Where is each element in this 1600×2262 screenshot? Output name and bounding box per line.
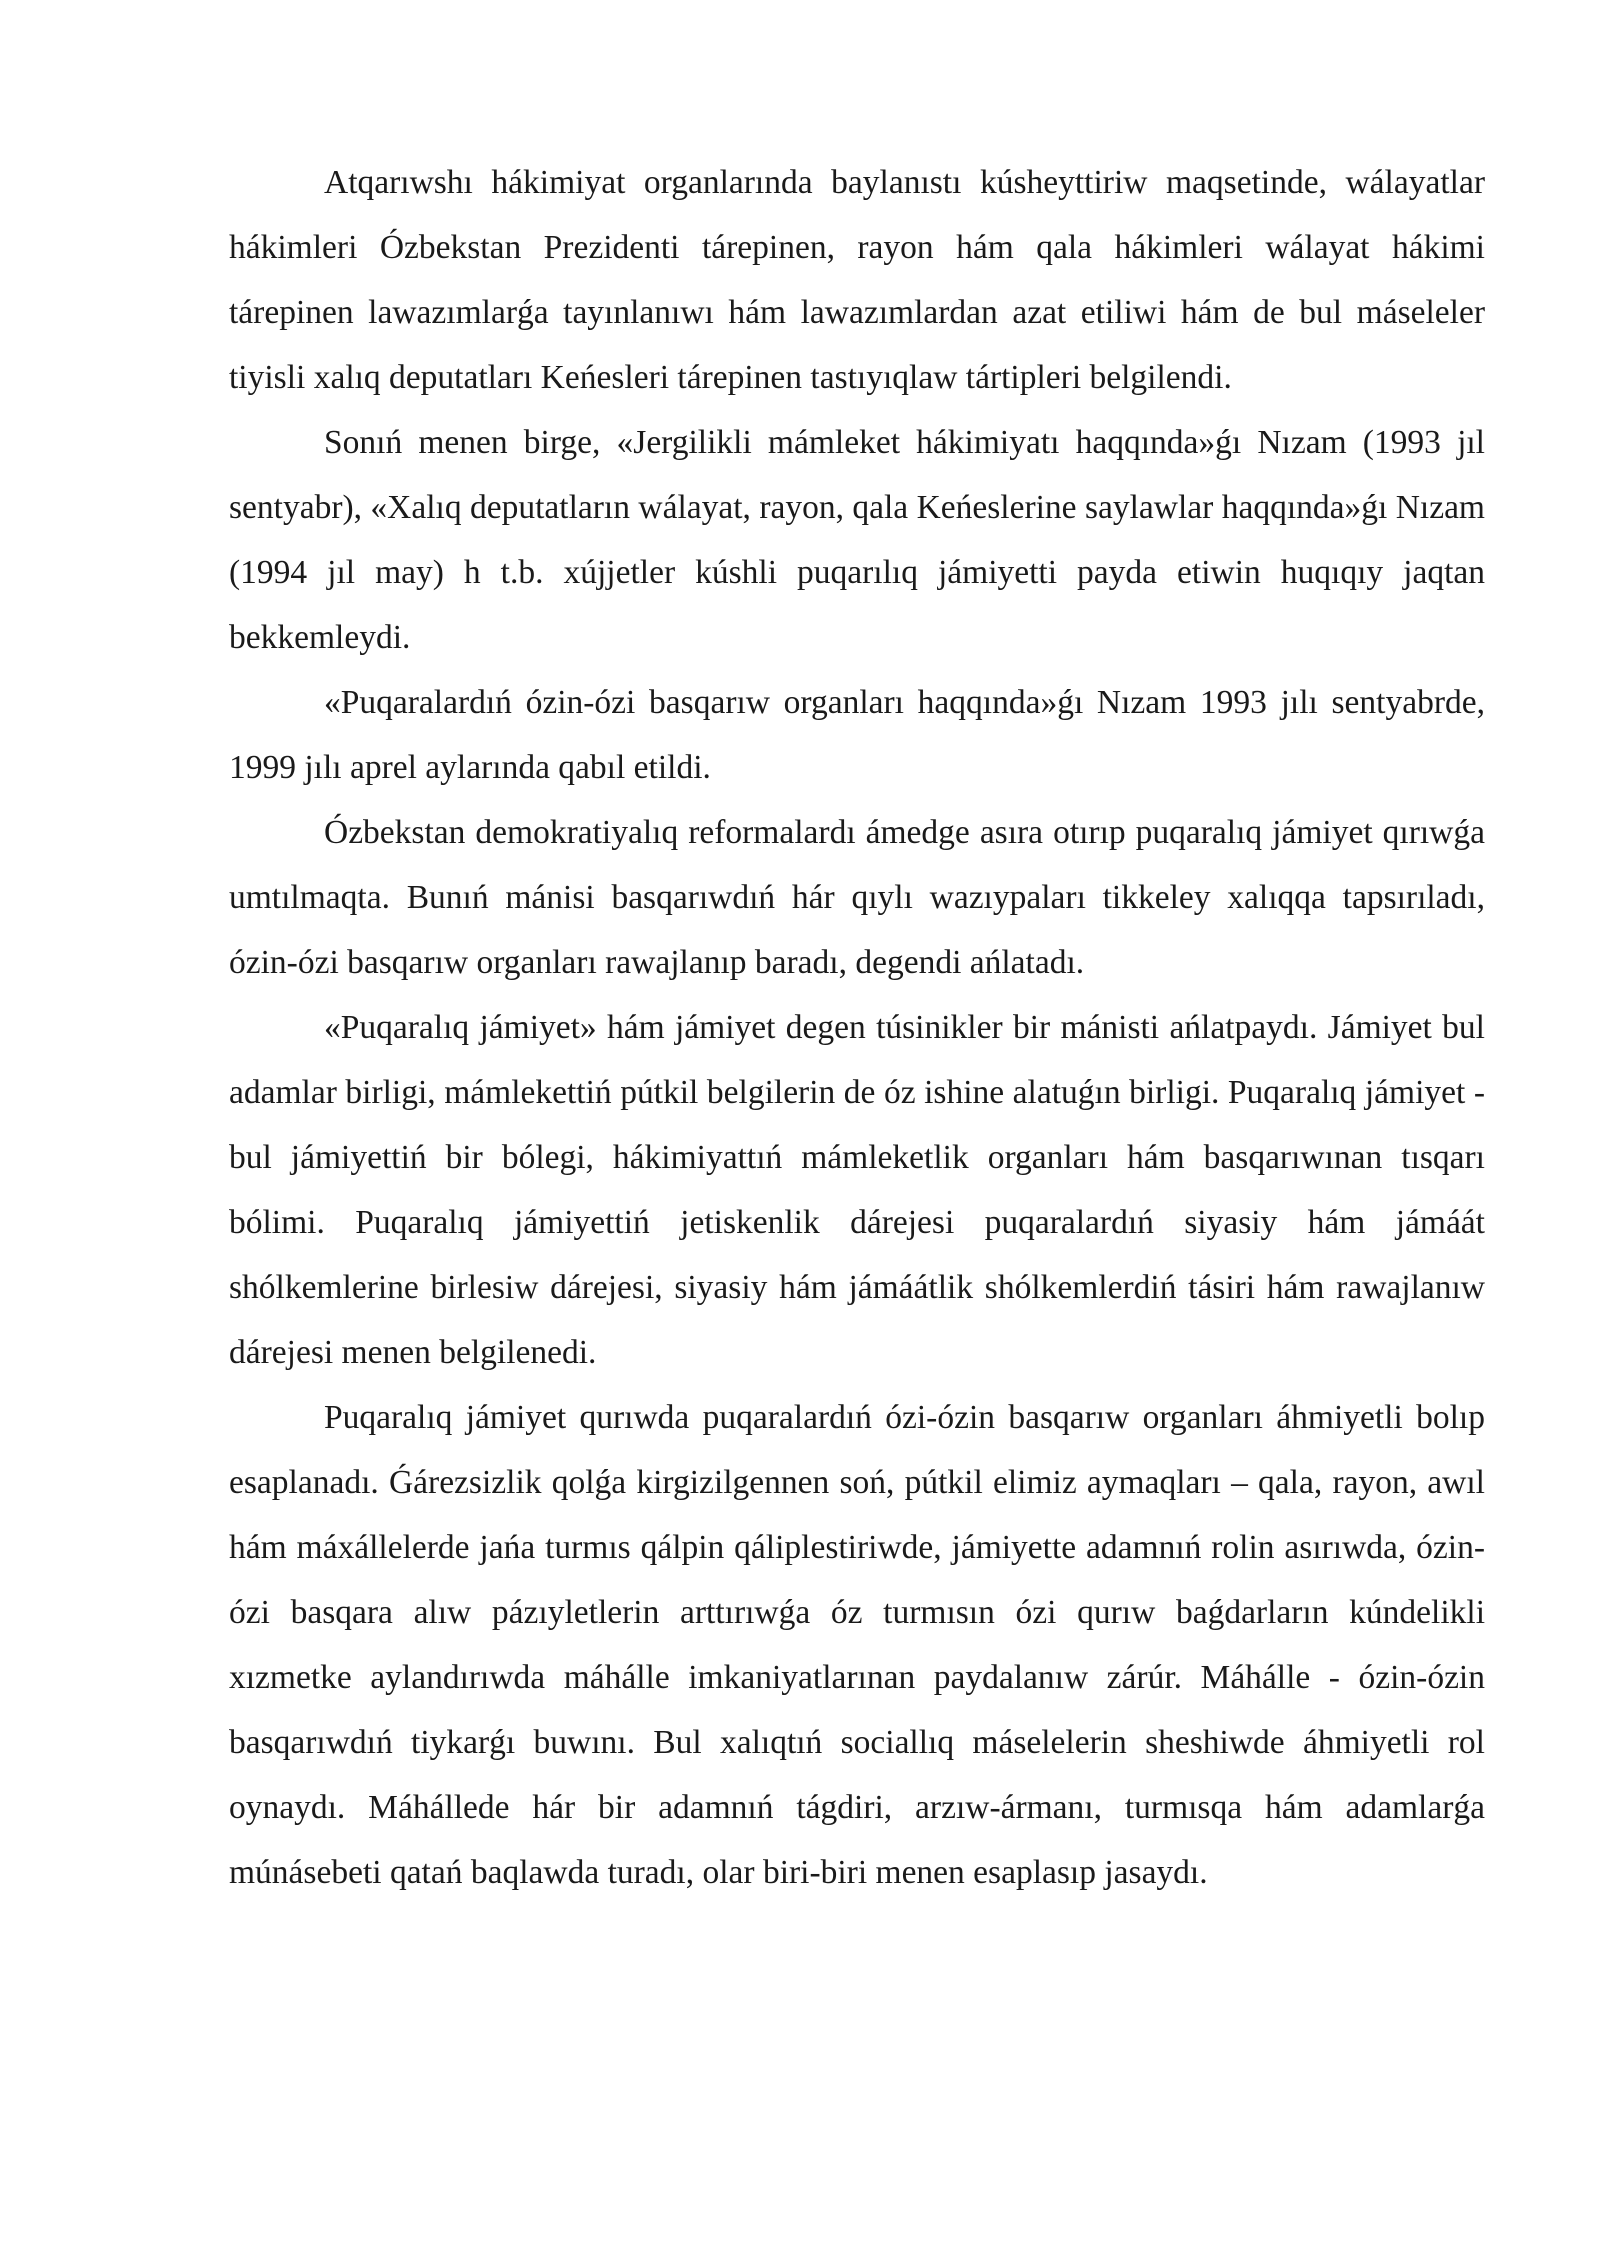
paragraph-5: «Puqaralıq jámiyet» hám jámiyet degen túsinikler bir mánisti ańlatpaydı. Jámiyet bul adamlar birligi, mámlekettiń pútkil belgilerin de óz ishine alatuǵın birligi. Puqaralıq jámiyet - bul jámiyettiń bir bólegi, hákimiyattıń mámleketlik organları hám basqarıwınan tısqarı bólimi. Puqaralıq jámiyettiń jetiskenlik dárejesi puqaralardıń siyasiy hám jámáát shólkemlerine birlesiw dárejesi, siyasiy hám jámáátlik shólkemlerdiń tásiri hám rawajlanıw dárejesi menen belgilenedi. xyxy=(229,1009,1485,1371)
paragraph-3: «Puqaralardıń ózin-ózi basqarıw organları haqqında»ǵı Nızam 1993 jılı sentyabrde, 1999 jılı aprel aylarında qabıl etildi. xyxy=(229,684,1485,786)
paragraph-4: Ózbekstan demokratiyalıq reformalardı ámedge asıra otırıp puqaralıq jámiyet qırıwǵa umtılmaqta. Bunıń mánisi basqarıwdıń hár qıylı wazıypaları tikkeley xalıqqa tapsırıladı, ózin-ózi basqarıw organları rawajlanıp baradı, degendi ańlatadı. xyxy=(229,814,1485,981)
paragraph-2: Sonıń menen birge, «Jergilikli mámleket hákimiyatı haqqında»ǵı Nızam (1993 jıl sentyabr), «Xalıq deputatların wálayat, rayon, qala Keńeslerine saylawlar haqqında»ǵı Nızam (1994 jıl may) h t.b. xújjetler kúshli puqarılıq jámiyetti payda etiwin huqıqıy jaqtan bekkemleydi. xyxy=(229,424,1485,656)
document-body xyxy=(229,150,1485,1905)
paragraph-1: Atqarıwshı hákimiyat organlarında baylanıstı kúsheyttiriw maqsetinde, wálayatlar hákimleri Ózbekstan Prezidenti tárepinen, rayon hám qala hákimleri wálayat hákimi tárepinen lawazımlarǵa tayınlanıwı hám lawazımlardan azat etiliwi hám de bul máseleler tiyisli xalıq deputatları Keńesleri tárepinen tastıyıqlaw tártipleri belgilendi. xyxy=(229,164,1485,396)
paragraph-6: Puqaralıq jámiyet qurıwda puqaralardıń ózi-ózin basqarıw organları áhmiyetli bolıp esaplanadı. Ǵárezsizlik qolǵa kirgizilgennen soń, pútkil elimiz aymaqları – qala, rayon, awıl hám máxállelerde jańa turmıs qálpin qáliplestiriwde, jámiyette adamnıń rolin asırıwda, ózin-ózi basqara alıw pázıyletlerin arttırıwǵa óz turmısın ózi qurıw baǵdarların kúndelikli xızmetke aylandırıwda máhálle imkaniyatlarınan paydalanıw zárúr. Máhálle - ózin-ózin basqarıwdıń tiykarǵı buwını. Bul xalıqtıń sociallıq máselelerin sheshiwde áhmiyetli rol oynaydı. Máhállede hár bir adamnıń tágdiri, arzıw-ármanı, turmısqa hám adamlarǵa múnásebeti qatań baqlawda turadı, olar biri-biri menen esaplasıp jasaydı. xyxy=(229,1399,1485,1891)
